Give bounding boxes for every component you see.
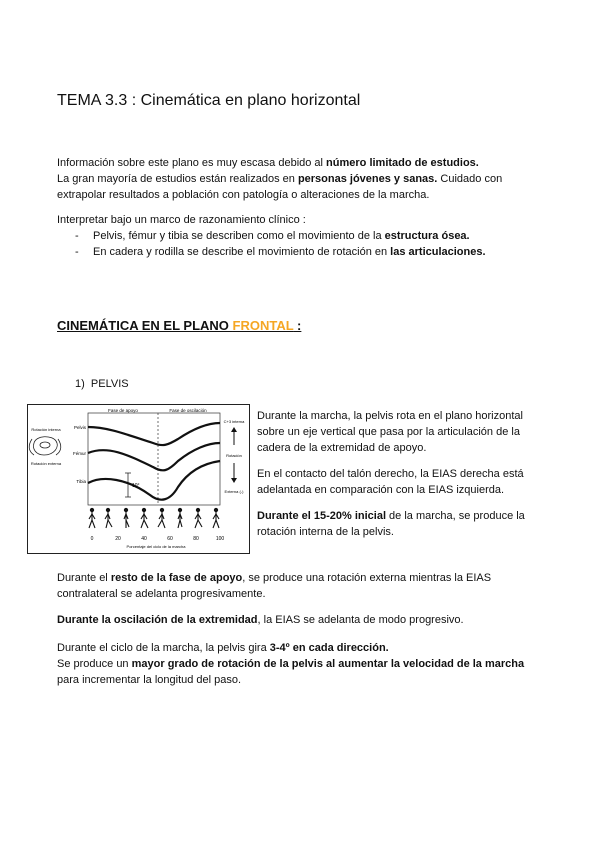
- right-mid-label: Rotación: [226, 453, 242, 458]
- right-top-label: C+3 interna: [223, 419, 245, 424]
- paragraph-bold: 3-4º en cada dirección.: [269, 642, 389, 654]
- row-label-tibia: Tibia: [76, 479, 86, 484]
- list-number: 1): [75, 378, 85, 390]
- row-label-femur: Fémur: [72, 451, 86, 456]
- rot-external-label: Rotación externa: [30, 461, 62, 466]
- paragraph-bold: Durante la oscilación de la extremidad: [57, 614, 258, 626]
- tick-label: 80: [193, 536, 199, 542]
- tick-label: 20: [115, 536, 121, 542]
- intro-bold: número limitado de estudios.: [326, 157, 479, 169]
- bullet-dash: -: [75, 246, 79, 258]
- pelvis-icon: [29, 437, 61, 455]
- after-paragraph-1: [57, 570, 527, 602]
- right-bot-label: Externa (-): [224, 489, 244, 494]
- figure-graphic: [28, 405, 249, 553]
- side-text: [257, 408, 532, 550]
- intro-paragraph: [57, 155, 547, 203]
- side-paragraph: Durante la marcha, la pelvis rota en el plano horizontal sobre un eje vertical que pasa por la articulación de la cadera de la extremidad de apoyo.: [257, 410, 523, 454]
- intro-text: extrapolar resultados a población con patología o alteraciones de la marcha.: [57, 189, 430, 201]
- after-paragraph-3: [57, 640, 532, 688]
- paragraph-text: Durante el: [57, 572, 111, 584]
- paragraph-bold: resto de la fase de apoyo: [110, 572, 243, 584]
- page-title: TEMA 3.3 : Cinemática en plano horizontal: [57, 92, 361, 109]
- paragraph-bold: mayor grado de rotación de la pelvis al aumentar la velocidad de la marcha: [131, 658, 525, 670]
- paragraph-text: Durante el ciclo de la marcha, la pelvis gira: [57, 642, 270, 654]
- bullet-text: Pelvis, fémur y tibia se describen como el movimiento de la: [93, 230, 385, 242]
- bullet-item: [75, 244, 545, 260]
- paragraph-text: para incrementar la longitud del paso.: [57, 674, 242, 686]
- intro-text: Cuidado con: [437, 173, 503, 185]
- bullet-text: En cadera y rodilla se describe el movimiento de rotación en: [93, 246, 391, 258]
- side-bold: Durante el 15-20% inicial: [257, 510, 386, 522]
- rot-internal-label: Rotación interna: [31, 427, 61, 432]
- side-paragraph: En el contacto del talón derecho, la EIAS derecha está adelantada en comparación con la EIAS izquierda.: [257, 468, 524, 496]
- bullet-bold: las articulaciones.: [390, 246, 486, 258]
- row-label-pelvis: Pelvis: [73, 425, 86, 430]
- bullet-item: [75, 228, 545, 244]
- paragraph-text: , se produce una rotación externa mientras la EIAS contralateral se adelanta progresivamente.: [57, 572, 492, 600]
- tick-label: 0: [90, 536, 94, 542]
- x-axis-label: Porcentaje del ciclo de la marcha: [126, 544, 186, 549]
- paragraph-text: Se produce un: [57, 658, 132, 670]
- paragraph-text: , la EIAS se adelanta de modo progresivo.: [257, 614, 464, 626]
- intro-text: Información sobre este plano es muy escasa debido al: [57, 157, 327, 169]
- deg-scale-label: 10°: [132, 483, 140, 489]
- tick-label: 60: [167, 536, 173, 542]
- list-item-pelvis: [75, 378, 129, 390]
- interpret-lead: Interpretar bajo un marco de razonamiento clínico :: [57, 214, 306, 226]
- tick-label: 100: [215, 536, 225, 542]
- phase-stance-label: Fase de apoyo: [108, 408, 138, 413]
- intro-text: La gran mayoría de estudios están realizados en: [57, 173, 298, 185]
- side-paragraph: [257, 508, 532, 540]
- section-heading-highlight: FRONTAL: [232, 318, 294, 333]
- section-heading: [57, 318, 301, 333]
- bullet-bold: estructura ósea.: [384, 230, 470, 242]
- side-text-span: de la marcha, se produce la rotación interna de la pelvis.: [257, 510, 525, 538]
- bullet-dash: -: [75, 230, 79, 242]
- gait-figures: [89, 508, 219, 528]
- after-paragraph-2: [57, 612, 527, 628]
- list-label: PELVIS: [90, 378, 129, 390]
- arrow-down-icon: [231, 478, 237, 483]
- section-heading-text: CINEMÁTICA EN EL PLANO: [57, 318, 233, 333]
- section-heading-text: :: [293, 318, 302, 333]
- arrow-up-icon: [231, 427, 237, 432]
- pelvis-rotation-figure: [27, 404, 250, 554]
- phase-swing-label: Fase de oscilación: [169, 408, 207, 413]
- intro-bold: personas jóvenes y sanas.: [297, 173, 438, 185]
- pelvis-curve: [88, 423, 220, 445]
- tick-label: 40: [141, 536, 147, 542]
